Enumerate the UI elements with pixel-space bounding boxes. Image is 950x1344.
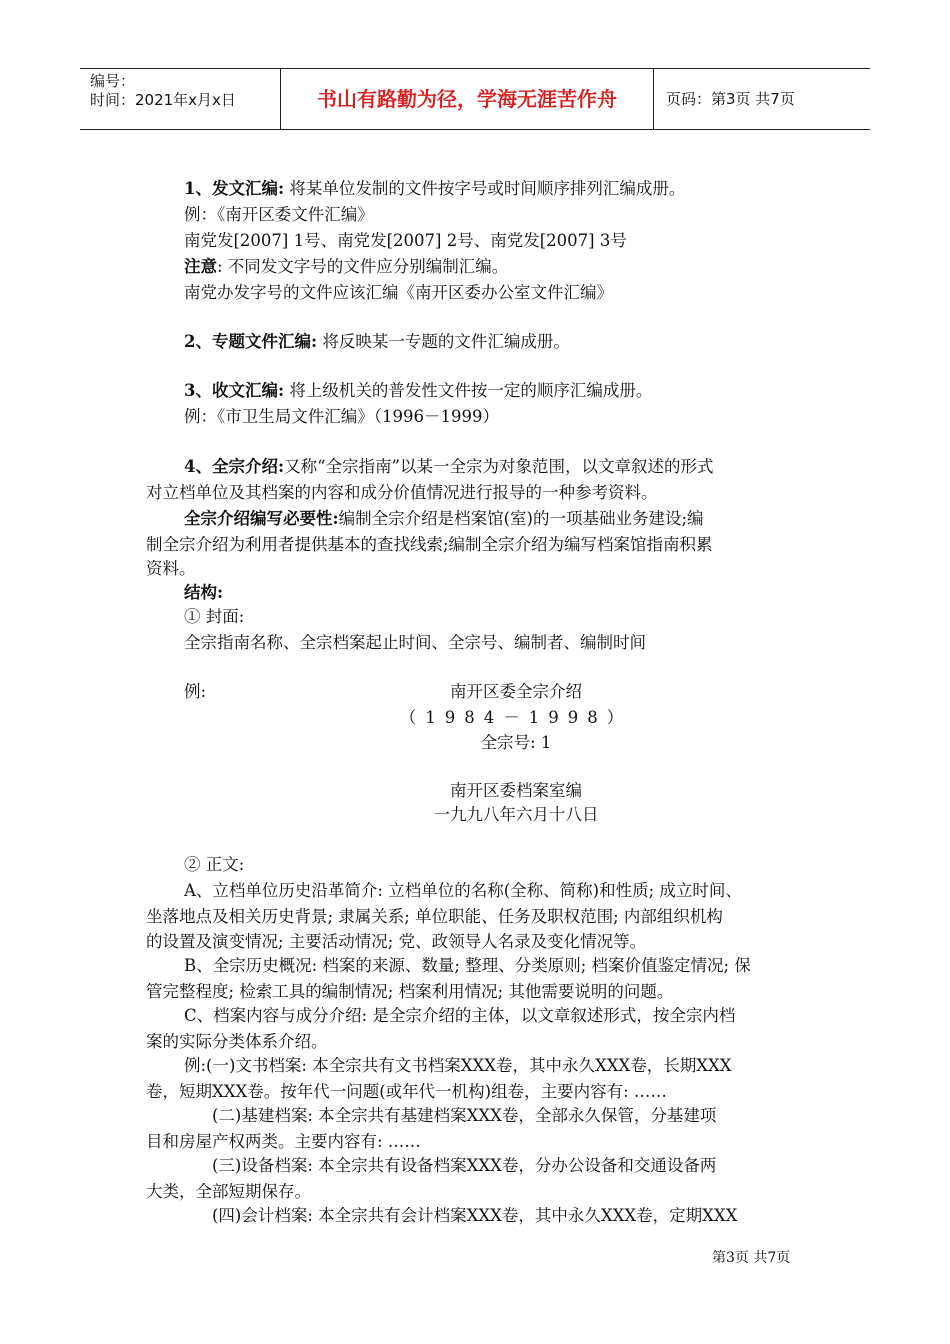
header-motto: 书山有路勤为径，学海无涯苦作舟: [281, 69, 654, 129]
part-c-2: 案的实际分类体系介绍。: [146, 1032, 328, 1051]
section-4-line: [184, 455, 713, 479]
necessity-title: 全宗介绍编写必要性:: [184, 509, 339, 528]
section-2-line: [184, 330, 570, 354]
page-header: [80, 68, 870, 130]
page-footer: 第3页 共7页: [712, 1250, 791, 1266]
example-1a: 例:(一)文书档案: 本全宗共有文书档案XXX卷，其中永久XXX卷，长期XXX: [184, 1056, 732, 1075]
part-a-2: 坐落地点及相关历史背景; 隶属关系; 单位职能、任务及职权范围; 内部组织机构: [146, 907, 723, 926]
example-years: （1984－1998）: [399, 708, 633, 727]
cover-label: ① 封面:: [184, 607, 245, 626]
necessity-line: [184, 507, 704, 531]
part-b-1: B、全宗历史概况: 档案的来源、数量; 整理、分类原则; 档案价值鉴定情况; 保: [184, 956, 751, 975]
section-4-l1: 又称“全宗指南”以某一全宗为对象范围，以文章叙述的形式: [284, 457, 714, 476]
structure-title: 结构:: [184, 583, 224, 602]
note-text: : 不同发文字号的文件应分别编制汇编。: [217, 257, 509, 276]
section-3-example: 例：《市卫生局文件汇编》（1996－1999）: [184, 407, 499, 426]
example-editor: 南开区委档案室编: [450, 781, 582, 800]
section-1-note-2: 南党办发字号的文件应该汇编《南开区委办公室文件汇编》: [184, 283, 613, 302]
section-2-desc: 将反映某一专题的文件汇编成册。: [322, 332, 570, 351]
body-label: ② 正文:: [184, 855, 245, 874]
code-label: 编号：: [90, 72, 136, 90]
section-4-l2: 对立档单位及其档案的内容和成分价值情况进行报导的一种参考资料。: [146, 483, 658, 502]
example-2b: 目和房屋产权两类。主要内容有: ……: [146, 1132, 421, 1151]
part-a-1: A、立档单位历史沿革简介: 立档单位的名称(全称、简称)和性质; 成立时间、: [184, 881, 742, 900]
example-title: 南开区委全宗介绍: [450, 682, 582, 701]
part-a-3: 的设置及演变情况; 主要活动情况; 党、政领导人名录及变化情况等。: [146, 932, 647, 951]
note-label: 注意: [184, 257, 217, 276]
section-4-title: 4、全宗介绍:: [184, 457, 285, 476]
example-1b: 卷，短期XXX卷。按年代一问题(或年代一机构)组卷，主要内容有: ……: [146, 1082, 667, 1101]
section-1-numbers: 南党发[2007] 1号、南党发[2007] 2号、南党发[2007] 3号: [184, 231, 627, 250]
section-2-title: 2、专题文件汇编:: [184, 332, 318, 351]
header-meta: [80, 69, 281, 129]
section-3-desc: 将上级机关的普发性文件按一定的顺序汇编成册。: [289, 381, 653, 400]
example-4a: (四)会计档案: 本全宗共有会计档案XXX卷，其中永久XXX卷，定期XXX: [212, 1206, 738, 1225]
section-1-note: [184, 255, 508, 279]
section-1-desc: 将某单位发制的文件按字号或时间顺序排列汇编成册。: [289, 179, 686, 198]
section-1-example: 例：《南开区委文件汇编》: [184, 205, 374, 224]
necessity-2: 制全宗介绍为利用者提供基本的查找线索;编制全宗介绍为编写档案馆指南积累: [146, 535, 713, 554]
section-3-title: 3、收文汇编:: [184, 381, 285, 400]
part-c-1: C、档案内容与成分介绍: 是全宗介绍的主体，以文章叙述形式，按全宗内档: [184, 1006, 736, 1025]
example-3a: (三)设备档案: 本全宗共有设备档案XXX卷，分办公设备和交通设备两: [212, 1156, 717, 1175]
section-3-line: [184, 379, 652, 403]
example-2a: (二)基建档案: 本全宗共有基建档案XXX卷，全部永久保管，分基建项: [212, 1106, 717, 1125]
example-3b: 大类，全部短期保存。: [146, 1182, 311, 1201]
necessity-3: 资料。: [146, 559, 196, 578]
section-1-line: [184, 177, 685, 201]
example-fonds-number: 全宗号: 1: [480, 733, 552, 752]
part-b-2: 管完整程度; 检索工具的编制情况; 档案利用情况; 其他需要说明的问题。: [146, 982, 674, 1001]
header-page-number: 页码：第3页 共7页: [666, 90, 795, 108]
cover-desc: 全宗指南名称、全宗档案起止时间、全宗号、编制者、编制时间: [184, 633, 646, 652]
necessity-1: 编制全宗介绍是档案馆(室)的一项基础业务建设;编: [338, 509, 704, 528]
example-label: 例:: [184, 682, 207, 701]
section-1-title: 1、发文汇编:: [184, 179, 285, 198]
date-label: 时间：2021年x月x日: [90, 91, 236, 109]
example-date: 一九九八年六月十八日: [433, 805, 599, 824]
